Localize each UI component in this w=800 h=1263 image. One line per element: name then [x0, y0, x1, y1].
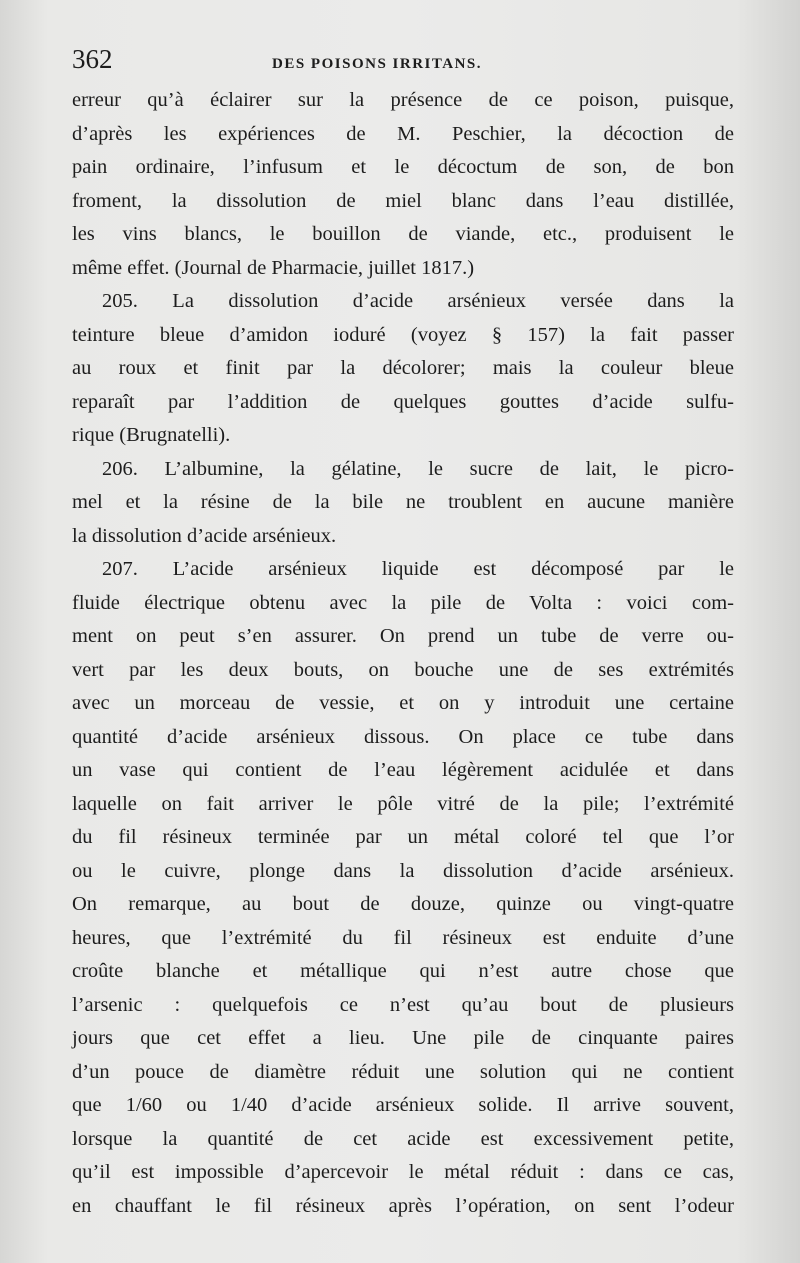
text-line: jours que cet effet a lieu. Une pile de cinquante paires — [72, 1027, 734, 1049]
text-line: ment on peut s’en assurer. On prend un tube de verre ou- — [72, 625, 734, 647]
page-header — [72, 44, 742, 84]
text-line: laquelle on fait arriver le pôle vitré de la pile; l’extrémité — [72, 792, 734, 815]
text-line: mel et la résine de la bile ne troublent en aucune manière — [72, 491, 734, 513]
text-line: d’un pouce de diamètre réduit une solution qui ne contient — [72, 1060, 734, 1083]
text-line: vert par les deux bouts, on bouche une de ses extrémités — [72, 658, 734, 681]
text-line: en chauffant le fil résineux après l’opération, on sent l’odeur — [72, 1194, 734, 1217]
page-number: 362 — [72, 44, 113, 74]
text-line: fluide électrique obtenu avec la pile de Volta : voici com- — [72, 591, 734, 614]
text-line: avec un morceau de vessie, et on y introduit une certaine — [72, 692, 734, 714]
text-line: 205. La dissolution d’acide arsénieux versée dans la — [102, 290, 734, 312]
text-line: heures, que l’extrémité du fil résineux est enduite d’une — [72, 926, 734, 949]
text-line: pain ordinaire, l’infusum et le décoctum de son, de bon — [72, 156, 734, 178]
text-line: teinture bleue d’amidon ioduré (voyez § 157) la fait passer — [72, 323, 734, 346]
body-text — [72, 84, 734, 1223]
text-line: les vins blancs, le bouillon de viande, etc., produisent le — [72, 223, 734, 245]
text-line: un vase qui contient de l’eau légèrement acidulée et dans — [72, 759, 734, 781]
text-line: ou le cuivre, plonge dans la dissolution d’acide arsénieux. — [72, 859, 734, 882]
text-line: froment, la dissolution de miel blanc dans l’eau distillée, — [72, 189, 734, 212]
text-line: 206. L’albumine, la gélatine, le sucre de lait, le picro- — [102, 457, 734, 480]
text-line: d’après les expériences de M. Peschier, la décoction de — [72, 122, 734, 145]
text-line: 207. L’acide arsénieux liquide est décomposé par le — [102, 558, 734, 580]
text-line: l’arsenic : quelquefois ce n’est qu’au bout de plusieurs — [72, 993, 734, 1016]
text-line: croûte blanche et métallique qui n’est autre chose que — [72, 960, 734, 982]
text-line: qu’il est impossible d’apercevoir le métal réduit : dans ce cas, — [72, 1161, 734, 1183]
running-head: DES POISONS IRRITANS. — [272, 56, 483, 72]
text-line: erreur qu’à éclairer sur la présence de ce poison, puisque, — [72, 89, 734, 111]
text-line: reparaît par l’addition de quelques gouttes d’acide sulfu- — [72, 390, 734, 413]
text-line: que 1/60 ou 1/40 d’acide arsénieux solide. Il arrive souvent, — [72, 1094, 734, 1116]
text-line: du fil résineux terminée par un métal coloré tel que l’or — [72, 826, 734, 848]
text-line: même effet. (Journal de Pharmacie, juillet 1817.) — [72, 256, 475, 279]
text-line: On remarque, au bout de douze, quinze ou vingt-quatre — [72, 893, 734, 915]
text-line: lorsque la quantité de cet acide est excessivement petite, — [72, 1127, 734, 1150]
text-line: rique (Brugnatelli). — [72, 424, 231, 446]
text-line: la dissolution d’acide arsénieux. — [72, 524, 337, 547]
text-line: quantité d’acide arsénieux dissous. On place ce tube dans — [72, 725, 734, 748]
text-line: au roux et finit par la décolorer; mais la couleur bleue — [72, 357, 734, 379]
